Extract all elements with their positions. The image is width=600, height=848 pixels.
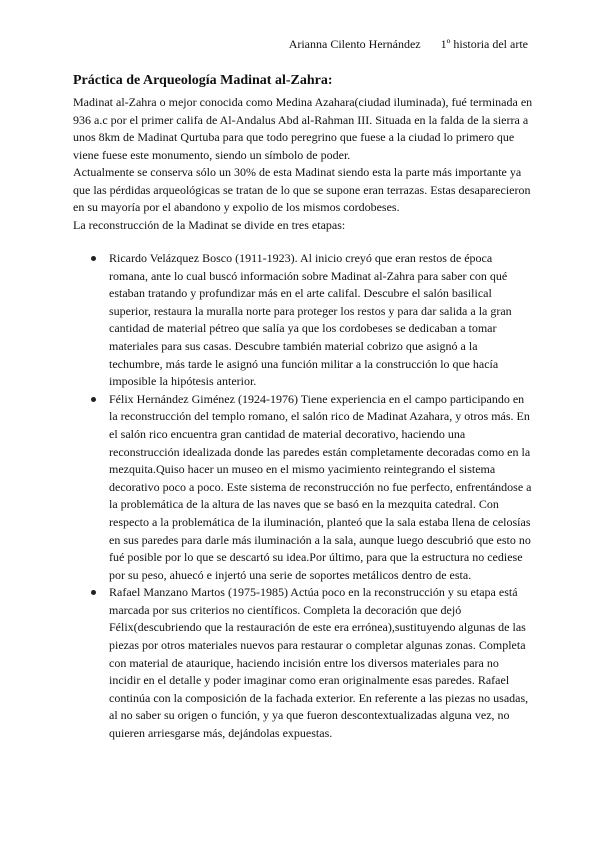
document-body: [73, 72, 533, 743]
reconstruction-stages-list: [73, 250, 533, 743]
course-name: 1º historia del arte: [440, 37, 528, 51]
bullet-icon: [91, 256, 96, 261]
list-item: [73, 391, 533, 585]
list-item: [73, 250, 533, 391]
stage-hernandez-gimenez: Félix Hernández Giménez (1924-1976) Tiene experiencia en el campo participando en la reconstrucción del templo romano, el salón rico de Madinat Azahara, y otros más. En el salón rico encuentra gran cantidad de material decorativo, haciendo una reconstrucción idealizada donde las paredes están completamente decoradas como en la mezquita.Quiso hacer un museo en el mismo yacimiento reintegrando el sistema decorativo poco a poco. Este sistema de reconstrucción no fue perfecto, enfrentándose a la problemática de la altura de las naves que se basó en la mezquita catedral. Con respecto a la problemática de la iluminación, planteó que la sala estaba llena de celosías en sus paredes para darle más iluminación a la sala, aunque luego descubrió que esto no fué posible por lo que se descartó su idea.Por último, para que la estructura no cediese por su peso, ahuecó e injertó una serie de soportes metálicos dentro de esta.: [109, 391, 532, 582]
conservation-paragraph: Actualmente se conserva sólo un 30% de esta Madinat siendo esta la parte más importante ya que las pérdidas arqueológicas se tratan de lo que se supone eran terrazas. Estas desaparecieron en su mayoría por el abandono y expolio de los mismos cordobeses.: [73, 165, 531, 214]
stage-manzano-martos: Rafael Manzano Martos (1975-1985) Actúa poco en la reconstrucción y su etapa está marcada por sus criterios no científicos. Completa la decoración que dejó Félix(descubriendo que la restauración de este era errónea),sustituyendo algunas de las piezas por otros materiales nuevos para restaurar o completar algunas zonas. Completa con material de ataurique, haciendo incisión entre los diversos materiales para no incidir en el detalle y poder imaginar como eran originalmente esas paredes. Rafael continúa con la composición de la fachada exterior. En referente a las piezas no usadas, al no saber su origen o función, y ya que fueron descontextualizadas alguna vez, no quieren arriesgarse más, dejándolas expuestas.: [109, 585, 529, 741]
list-item: [73, 584, 533, 742]
document-title: Práctica de Arqueología Madinat al-Zahra:: [73, 73, 333, 88]
stages-intro-paragraph: La reconstrucción de la Madinat se divide en tres etapas:: [73, 217, 346, 232]
bullet-icon: [91, 397, 96, 402]
stage-velazquez-bosco: Ricardo Velázquez Bosco (1911-1923). Al inicio creyó que eran restos de época romana, ante lo cual buscó información sobre Madinat al-Zahra para saber con qué estaban tratando y profundizar más en el arte califal. Descubre el salón basilical superior, restaura la muralla norte para proteger los restos y para dar salida a la gran cantidad de material pétreo que salía ya que los cordobeses se dedicaban a tomar materiales para sus casas. Descubre también material cobrizo que asignó a la techumbre, más tarde le asignó una función militar a la construcción lo que hacía imposible la hipótesis anterior.: [109, 251, 512, 389]
intro-paragraph: Madinat al-Zahra o mejor conocida como Medina Azahara(ciudad iluminada), fué terminada en 936 a.c por el primer califa de Al-Andalus Abd al-Rahman III. Situada en la falda de la sierra a unos 8km de Madinat Qurtuba para que todo peregrino que fuese a la ciudad lo primero que viene fuese este monumento, siendo un símbolo de poder.: [73, 95, 533, 162]
author-name: Arianna Cilento Hernández: [288, 37, 421, 51]
page-header: [289, 36, 528, 52]
bullet-icon: [91, 590, 96, 595]
